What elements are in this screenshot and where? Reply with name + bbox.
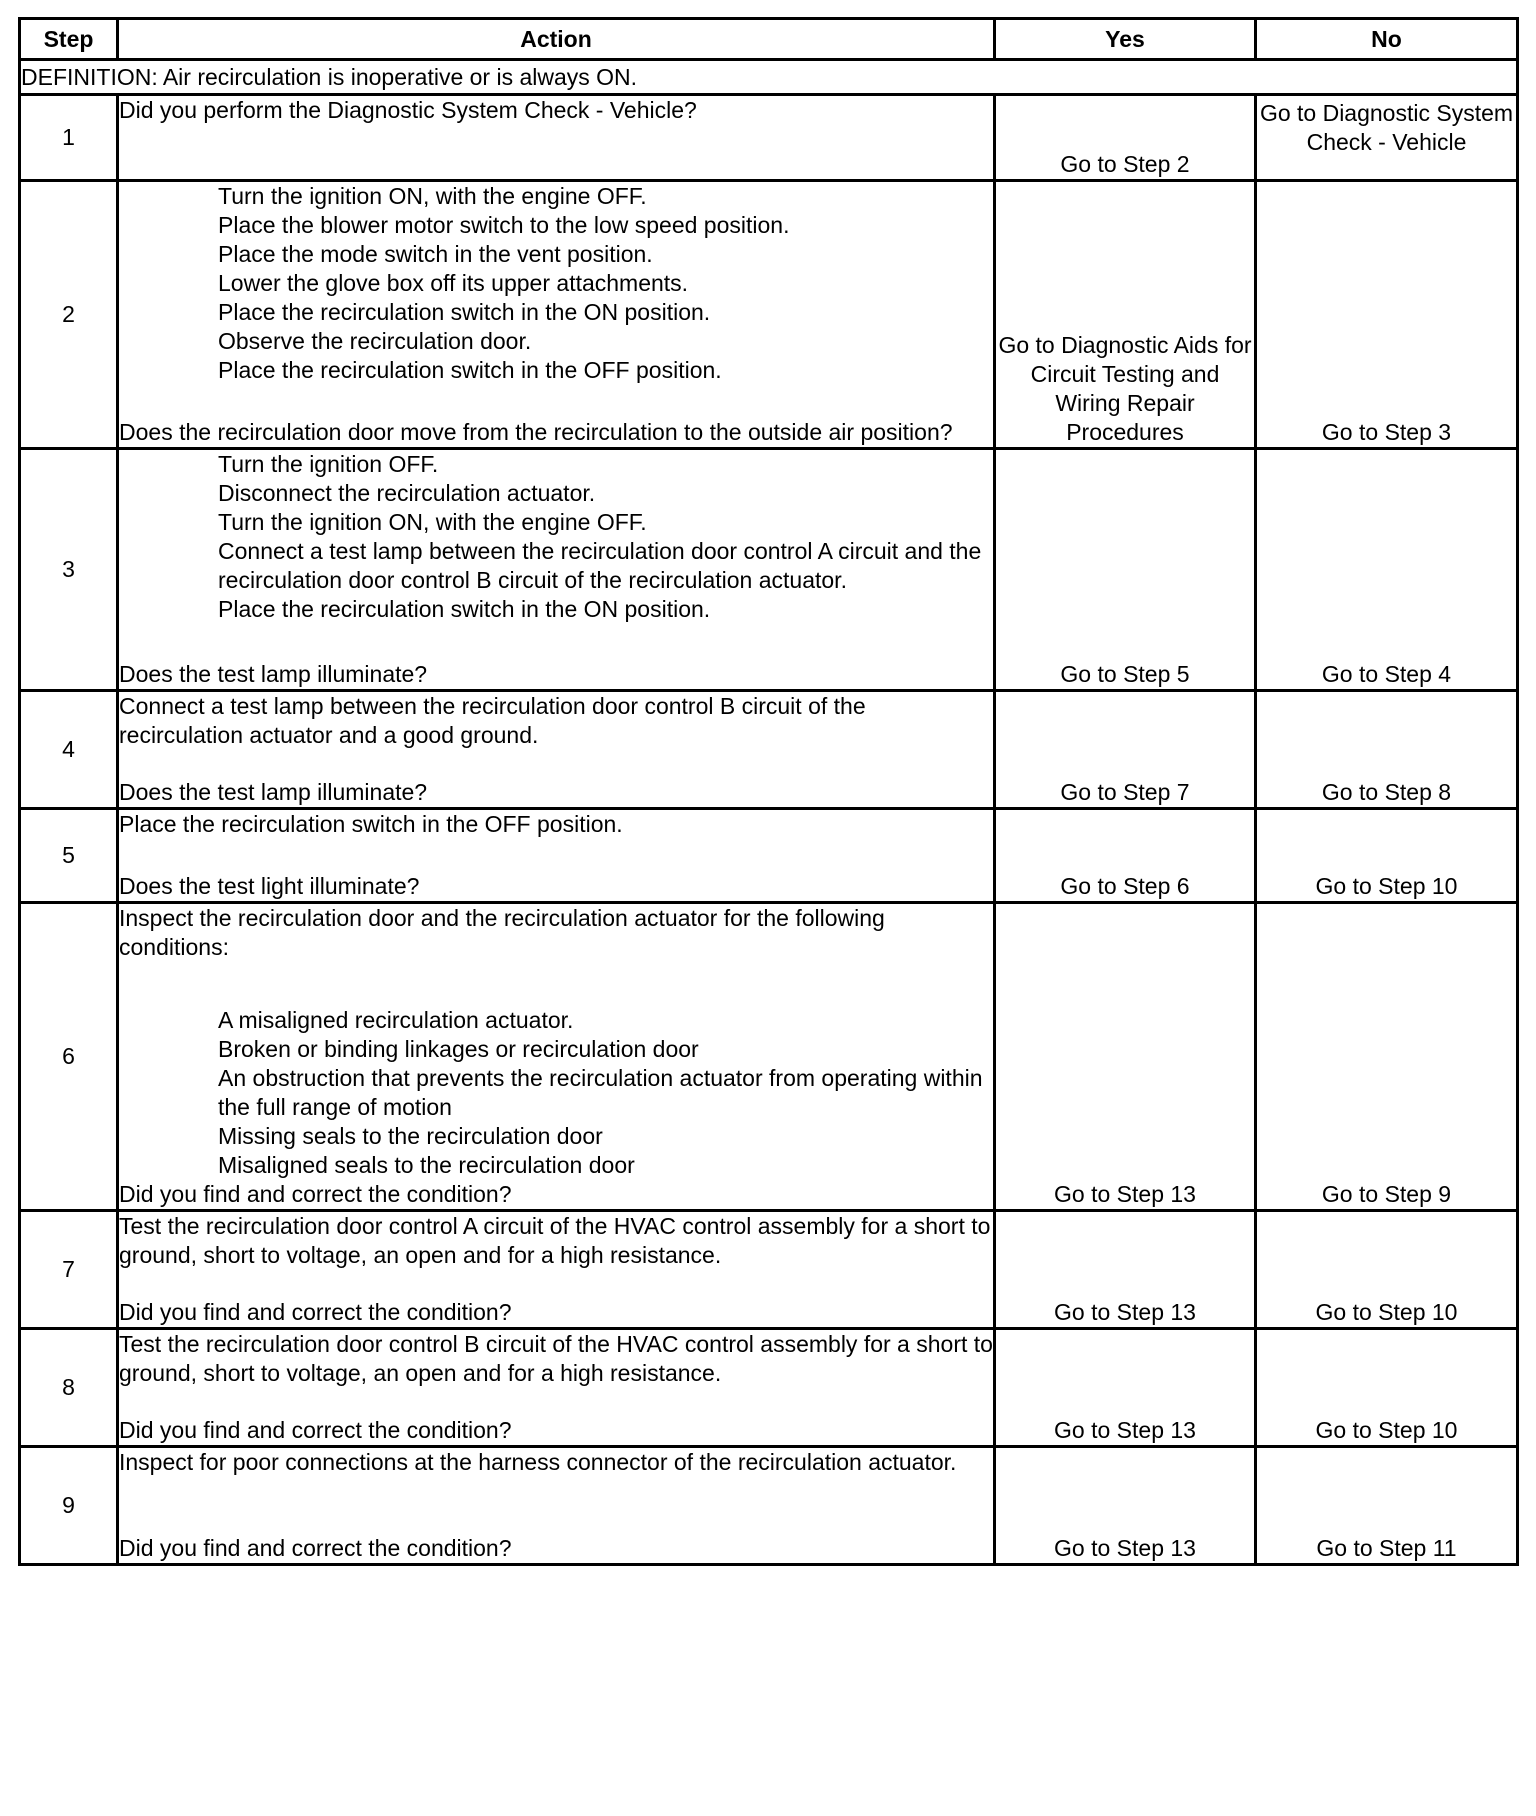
action-content bbox=[119, 1330, 993, 1445]
list-item: Connect a test lamp between the recirculation door control A circuit and the recirculation door control B circuit of the recirculation actuator. bbox=[218, 538, 982, 593]
action-top bbox=[119, 904, 993, 1180]
action-cell bbox=[118, 1211, 995, 1329]
action-content bbox=[119, 96, 993, 179]
action-question: Did you find and correct the condition? bbox=[119, 1181, 512, 1207]
action-top bbox=[119, 1330, 993, 1388]
action-cell bbox=[118, 1329, 995, 1447]
yes-result: Go to Step 7 bbox=[995, 691, 1256, 809]
action-cell bbox=[118, 95, 995, 181]
action-intro: Connect a test lamp between the recirculation door control B circuit of the recirculation actuator and a good ground. bbox=[119, 693, 866, 748]
action-cell bbox=[118, 903, 995, 1211]
yes-result: Go to Step 2 bbox=[995, 95, 1256, 181]
table-row bbox=[20, 903, 1518, 1211]
yes-result: Go to Step 13 bbox=[995, 1329, 1256, 1447]
list-item: Disconnect the recirculation actuator. bbox=[218, 480, 596, 506]
action-substeps bbox=[119, 450, 993, 624]
no-result: Go to Step 9 bbox=[1256, 903, 1518, 1211]
table-row bbox=[20, 181, 1518, 449]
list-item: Turn the ignition OFF. bbox=[218, 451, 439, 477]
action-top bbox=[119, 1212, 993, 1270]
table-row bbox=[20, 1329, 1518, 1447]
definition-row bbox=[20, 60, 1518, 95]
action-content bbox=[119, 692, 993, 807]
action-cell bbox=[118, 181, 995, 449]
definition-text: DEFINITION: Air recirculation is inoperative or is always ON. bbox=[20, 60, 1518, 95]
header-yes: Yes bbox=[995, 19, 1256, 60]
action-top bbox=[119, 96, 993, 125]
action-content bbox=[119, 450, 993, 689]
action-cell bbox=[118, 691, 995, 809]
action-substeps bbox=[119, 182, 993, 385]
action-intro: Did you perform the Diagnostic System Check - Vehicle? bbox=[119, 97, 697, 123]
list-item: Lower the glove box off its upper attachments. bbox=[218, 270, 689, 296]
yes-result: Go to Step 5 bbox=[995, 449, 1256, 691]
step-number: 9 bbox=[20, 1447, 118, 1565]
action-intro: Place the recirculation switch in the OFF position. bbox=[119, 811, 623, 837]
table-row bbox=[20, 809, 1518, 903]
action-top bbox=[119, 182, 993, 385]
step-number: 4 bbox=[20, 691, 118, 809]
action-intro: Test the recirculation door control B circuit of the HVAC control assembly for a short to ground, short to voltage, an open and for a high resistance. bbox=[119, 1331, 993, 1386]
yes-result: Go to Step 13 bbox=[995, 1211, 1256, 1329]
action-intro: Inspect the recirculation door and the recirculation actuator for the following conditions: bbox=[119, 905, 885, 960]
action-question: Does the recirculation door move from the recirculation to the outside air position? bbox=[119, 419, 953, 445]
table-row bbox=[20, 1447, 1518, 1565]
yes-result: Go to Step 13 bbox=[995, 1447, 1256, 1565]
action-content bbox=[119, 904, 993, 1209]
step-number: 5 bbox=[20, 809, 118, 903]
action-top bbox=[119, 692, 993, 750]
action-content bbox=[119, 1212, 993, 1327]
step-number: 7 bbox=[20, 1211, 118, 1329]
table-row bbox=[20, 95, 1518, 181]
list-item: An obstruction that prevents the recirculation actuator from operating within the full range of motion bbox=[218, 1065, 983, 1120]
table-row bbox=[20, 691, 1518, 809]
no-result: Go to Diagnostic System Check - Vehicle bbox=[1256, 95, 1518, 181]
list-item: Place the recirculation switch in the OFF position. bbox=[218, 357, 722, 383]
list-item: A misaligned recirculation actuator. bbox=[218, 1007, 574, 1033]
step-number: 2 bbox=[20, 181, 118, 449]
action-top bbox=[119, 810, 993, 839]
action-content bbox=[119, 810, 993, 901]
diagnostic-table bbox=[18, 17, 1519, 1566]
list-item: Place the recirculation switch in the ON position. bbox=[218, 299, 711, 325]
table-row bbox=[20, 1211, 1518, 1329]
action-content bbox=[119, 182, 993, 447]
list-item: Misaligned seals to the recirculation door bbox=[218, 1152, 635, 1178]
action-question: Did you find and correct the condition? bbox=[119, 1535, 512, 1561]
header-no: No bbox=[1256, 19, 1518, 60]
no-result: Go to Step 10 bbox=[1256, 1211, 1518, 1329]
action-question: Did you find and correct the condition? bbox=[119, 1417, 512, 1443]
action-question: Does the test lamp illuminate? bbox=[119, 779, 428, 805]
list-item: Place the blower motor switch to the low speed position. bbox=[218, 212, 790, 238]
list-item: Missing seals to the recirculation door bbox=[218, 1123, 603, 1149]
action-intro: Test the recirculation door control A circuit of the HVAC control assembly for a short to ground, short to voltage, an open and for a high resistance. bbox=[119, 1213, 991, 1268]
action-cell bbox=[118, 449, 995, 691]
action-intro: Inspect for poor connections at the harness connector of the recirculation actuator. bbox=[119, 1449, 957, 1475]
table-row bbox=[20, 449, 1518, 691]
list-item: Turn the ignition ON, with the engine OFF. bbox=[218, 509, 647, 535]
step-number: 1 bbox=[20, 95, 118, 181]
no-result: Go to Step 8 bbox=[1256, 691, 1518, 809]
step-number: 3 bbox=[20, 449, 118, 691]
action-cell bbox=[118, 1447, 995, 1565]
header-action: Action bbox=[118, 19, 995, 60]
action-question: Does the test lamp illuminate? bbox=[119, 661, 428, 687]
yes-result: Go to Step 13 bbox=[995, 903, 1256, 1211]
list-item: Turn the ignition ON, with the engine OFF. bbox=[218, 183, 647, 209]
list-item: Observe the recirculation door. bbox=[218, 328, 532, 354]
no-result: Go to Step 11 bbox=[1256, 1447, 1518, 1565]
action-question: Did you find and correct the condition? bbox=[119, 1299, 512, 1325]
action-substeps bbox=[119, 1006, 993, 1180]
no-result: Go to Step 4 bbox=[1256, 449, 1518, 691]
step-number: 8 bbox=[20, 1329, 118, 1447]
step-number: 6 bbox=[20, 903, 118, 1211]
no-result: Go to Step 3 bbox=[1256, 181, 1518, 449]
action-top bbox=[119, 1448, 993, 1477]
yes-result: Go to Step 6 bbox=[995, 809, 1256, 903]
list-item: Broken or binding linkages or recirculation door bbox=[218, 1036, 699, 1062]
action-question: Does the test light illuminate? bbox=[119, 873, 420, 899]
no-result: Go to Step 10 bbox=[1256, 1329, 1518, 1447]
header-row bbox=[20, 19, 1518, 60]
header-step: Step bbox=[20, 19, 118, 60]
table-body bbox=[20, 60, 1518, 1565]
yes-result: Go to Diagnostic Aids for Circuit Testing and Wiring Repair Procedures bbox=[995, 181, 1256, 449]
action-cell bbox=[118, 809, 995, 903]
list-item: Place the recirculation switch in the ON position. bbox=[218, 596, 711, 622]
no-result: Go to Step 10 bbox=[1256, 809, 1518, 903]
list-item: Place the mode switch in the vent position. bbox=[218, 241, 653, 267]
action-content bbox=[119, 1448, 993, 1563]
action-top bbox=[119, 450, 993, 624]
